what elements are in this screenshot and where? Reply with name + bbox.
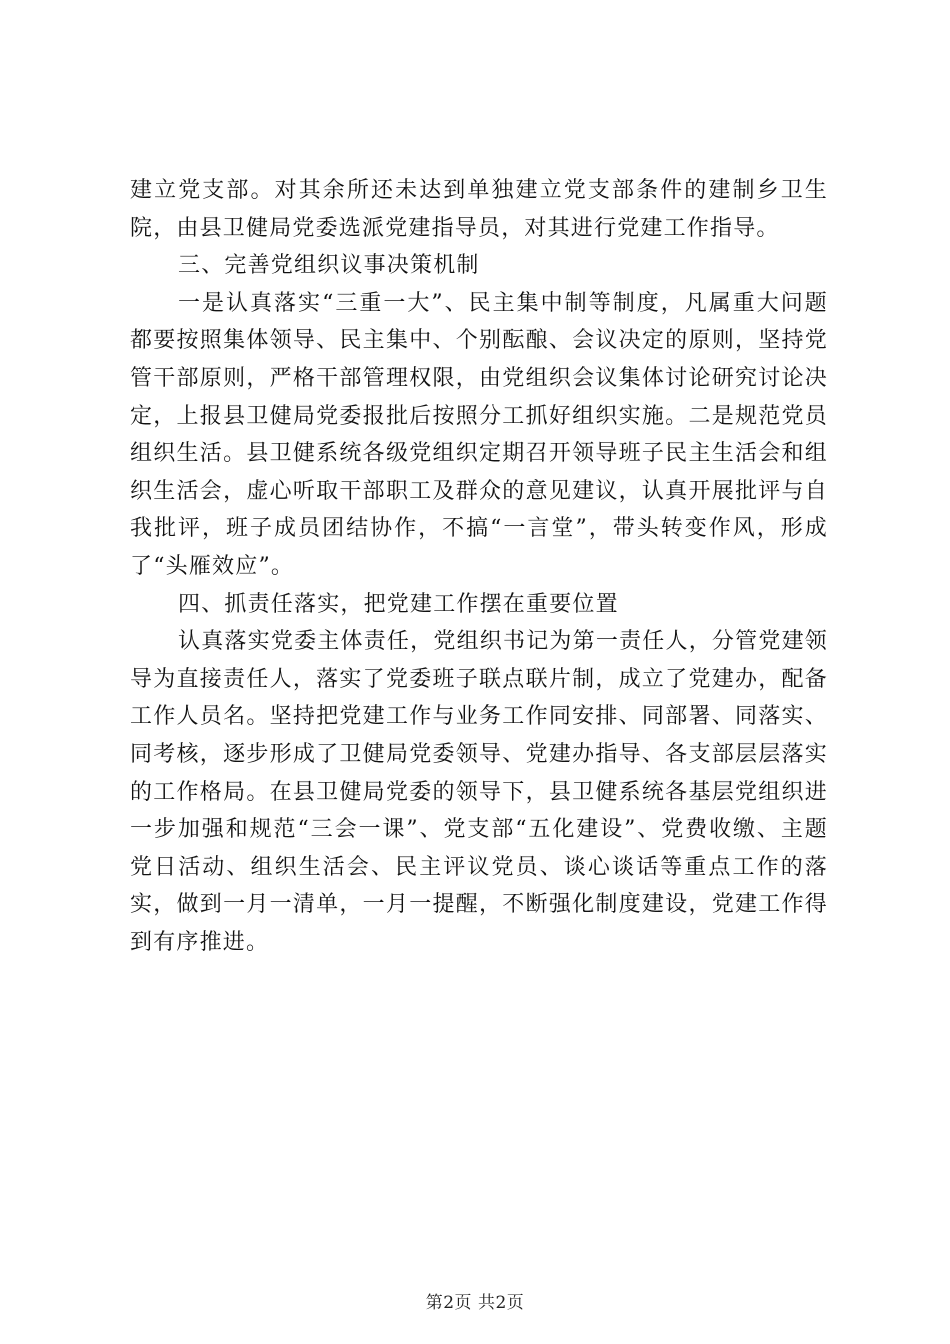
page-number-footer: 第2页 共2页 xyxy=(425,1293,525,1313)
paragraph-continuation: 建立党支部。对其余所还未达到单独建立党支部条件的建制乡卫生院，由县卫健局党委选派党建指导员，对其进行党建工作指导。 xyxy=(130,178,828,241)
paragraph-decision-mechanism: 一是认真落实“三重一大”、民主集中制等制度，凡属重大问题都要按照集体领导、民主集中、个别酝酿、会议决定的原则，坚持党管干部原则，严格干部管理权限，由党组织会议集体讨论研究讨论决定，上报县卫健局党委报批后按照分工抓好组织实施。二是规范党员组织生活。县卫健系统各级党组织定期召开领导班子民主生活会和组织生活会，虚心听取干部职工及群众的意见建议，认真开展批评与自我批评，班子成员团结协作，不搞“一言堂”，带头转变作风，形成了“头雁效应”。 xyxy=(130,290,828,579)
paragraph-responsibility: 认真落实党委主体责任，党组织书记为第一责任人，分管党建领导为直接责任人，落实了党委班子联点联片制，成立了党建办，配备工作人员名。坚持把党建工作与业务工作同安排、同部署、同落实、同考核，逐步形成了卫健局党委领导、党建办指导、各支部层层落实的工作格局。在县卫健局党委的领导下，县卫健系统各基层党组织进一步加强和规范“三会一课”、党支部“五化建设”、党费收缴、主题党日活动、组织生活会、民主评议党员、谈心谈话等重点工作的落实，做到一月一清单，一月一提醒，不断强化制度建设，党建工作得到有序推进。 xyxy=(130,629,828,955)
section-heading-4: 四、抓责任落实，把党建工作摆在重要位置 xyxy=(178,591,619,617)
document-body xyxy=(130,172,828,961)
section-heading-3: 三、完善党组织议事决策机制 xyxy=(178,253,480,279)
